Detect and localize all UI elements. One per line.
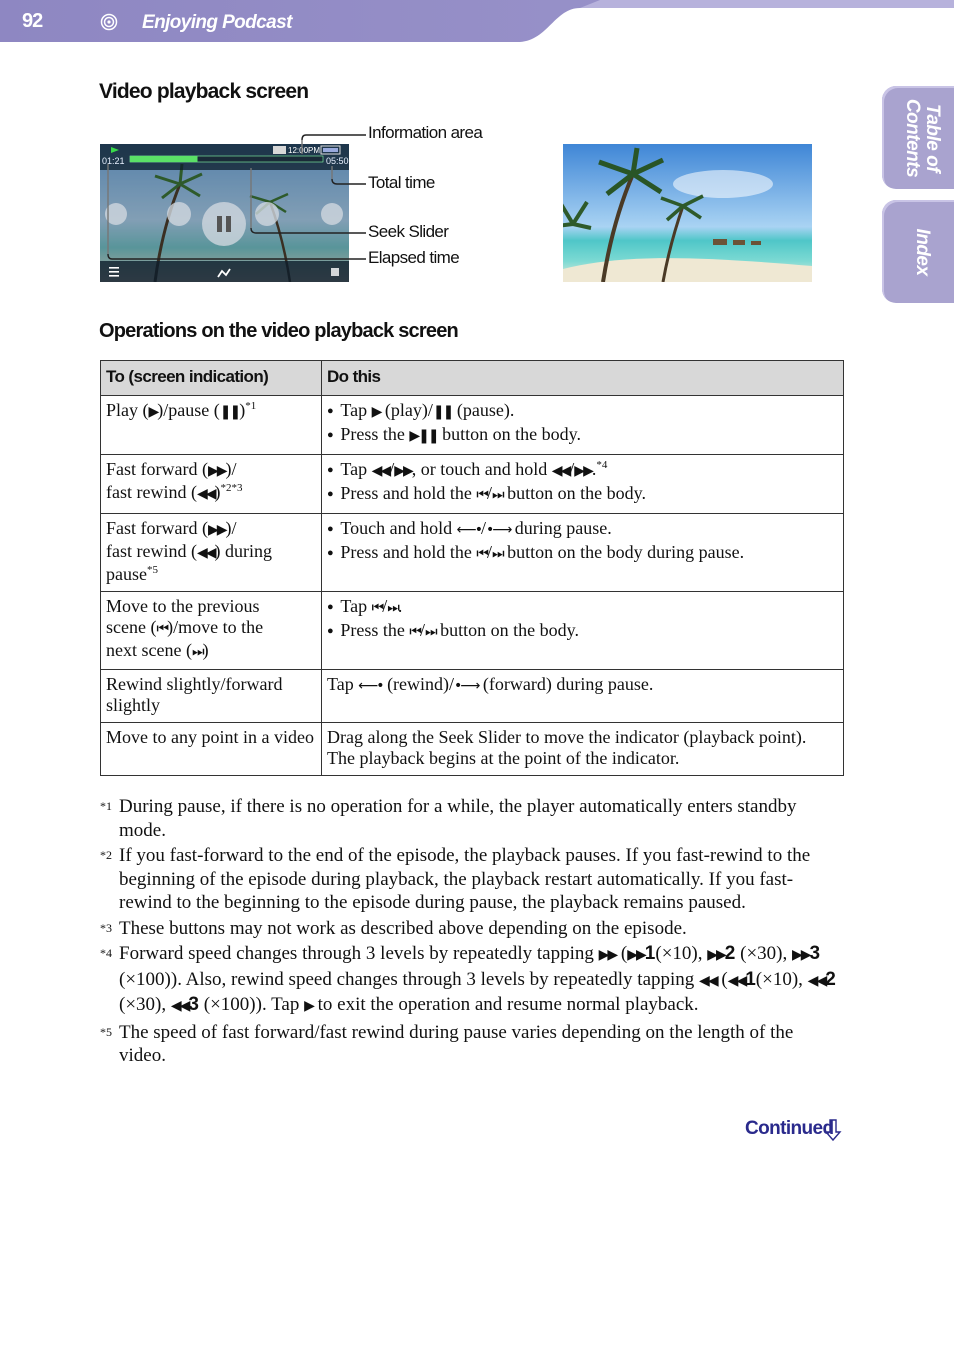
down-arrow-icon[interactable] [824, 1118, 842, 1142]
row-move-to-any-point: Move to any point in a video [101, 723, 322, 776]
table-of-contents-tab[interactable] [882, 86, 954, 189]
previous-button-icon: ⏮ [476, 487, 487, 503]
table-row [101, 592, 844, 670]
row-play-pause: Play (▶)/pause (❚❚)$^{*1}$ [101, 396, 322, 455]
previous-icon: ⏮ [156, 621, 168, 637]
play-icon: ▶ [371, 404, 381, 420]
operations-heading: Operations on the video playback screen [99, 320, 458, 342]
previous-button-icon: ⏮ [476, 546, 487, 562]
video-playback-heading: Video playback screen [99, 80, 309, 103]
callout-seek-slider: Seek Slider [368, 222, 449, 241]
podcast-icon [100, 13, 118, 31]
fast-rewind-icon: ◀◀ [699, 972, 717, 989]
row-play-pause-instructions: ● Tap ▶ (play)/❚❚ (pause). ● Press the ▶❚❚ button on the body. [322, 396, 844, 455]
fast-rewind-icon: ◀◀ [196, 545, 215, 561]
table-row [101, 396, 844, 455]
footnote-2: *2 If you fast-forward to the end of the episode, the playback pauses. If you fast-rewind to the beginning of the episode during playback, the playback restart automatically. If you fast-rewind to the beginning to the episode during pause, the playback remains paused. [100, 845, 811, 913]
table-row [101, 514, 844, 592]
column-header-do-this: Do this [322, 361, 844, 396]
fast-forward-icon: ▶▶ [207, 522, 226, 538]
next-icon: ⏭ [387, 600, 398, 616]
footnote-3: *3 These buttons may not work as described above depending on the episode. [100, 917, 687, 939]
fast-forward-icon: ▶▶ [574, 463, 592, 479]
footnote-5: *5 The speed of fast forward/fast rewind during pause varies depending on the length of the video. [100, 1021, 794, 1066]
svg-text:01:21: 01:21 [102, 156, 125, 166]
column-header-to: To (screen indication) [101, 361, 322, 396]
fast-rewind-icon: ◀◀ [727, 972, 746, 989]
table-row [101, 670, 844, 723]
index-tab[interactable] [882, 200, 954, 303]
next-button-icon: ⏭ [492, 546, 503, 562]
row-fast-forward-rewind-instructions: ● Tap ◀◀/▶▶, or touch and hold ◀◀/▶▶.$^{*4}$ ● Press and hold the ⏮/⏭ button on the body. [322, 455, 844, 514]
callout-total-time: Total time [368, 173, 435, 192]
fast-forward-icon: ▶▶ [207, 463, 226, 479]
pause-icon: ❚❚ [432, 404, 453, 420]
row-previous-next-scene: Move to the previous scene (⏮)/move to the next scene (⏭) [101, 592, 322, 670]
play-icon: ▶ [304, 998, 313, 1014]
fast-rewind-icon: ◀◀ [371, 463, 390, 479]
fast-forward-icon: ▶▶ [598, 947, 617, 963]
callout-lines [100, 130, 370, 270]
index-tab-label: Index [912, 227, 933, 276]
table-header-row [101, 361, 844, 396]
rewind-slightly-icon: ⟵• [358, 678, 383, 694]
fast-forward-icon: ▶▶ [707, 947, 725, 963]
operations-table [100, 360, 844, 776]
fast-forward-icon: ▶▶ [792, 947, 810, 963]
footnote-1: *1 During pause, if there is no operation for a while, the player automatically enters standby mode. [100, 796, 797, 841]
fast-forward-icon: ▶▶ [394, 463, 412, 479]
svg-text:12:00PM: 12:00PM [288, 146, 321, 155]
footnote-4: *4 Forward speed changes through 3 levels by repeatedly tapping ▶▶ (▶▶1(×10), ▶▶2 (×30), ▶▶3 (×100)). Also, rewind speed changes through 3 levels by repeatedly tapping ◀◀ (◀◀1(×10), ◀◀2 (×30), ◀◀3 (×100)). Tap ▶ to exit the operation and resume normal playback. [100, 943, 836, 1015]
callout-elapsed-time: Elapsed time [368, 248, 460, 267]
table-row [101, 723, 844, 776]
continued-link[interactable]: Continued [745, 1118, 834, 1139]
table-row [101, 455, 844, 514]
page-number: 92 [22, 10, 43, 32]
previous-button-icon: ⏮ [409, 624, 421, 640]
pause-icon: ❚❚ [219, 404, 240, 420]
row-move-to-any-point-instructions: Drag along the Seek Slider to move the indicator (playback point). The playback begins at the point of the indicator. [322, 723, 844, 776]
footnotes [100, 795, 840, 1070]
section-title: Enjoying Podcast [142, 12, 292, 33]
fast-forward-icon: ▶▶ [627, 947, 645, 963]
fast-rewind-icon: ◀◀ [807, 972, 826, 989]
row-previous-next-scene-instructions: ● Tap ⏮/⏭. ● Press the ⏮/⏭ button on the body. [322, 592, 844, 670]
fast-rewind-icon: ◀◀ [196, 486, 215, 502]
fast-rewind-icon: ◀◀ [170, 998, 189, 1014]
next-icon: ⏭ [191, 644, 203, 660]
forward-slightly-icon: •⟶ [454, 678, 479, 694]
row-ff-fr-during-pause: Fast forward (▶▶)/ fast rewind (◀◀) during pause$^{*5}$ [101, 514, 322, 592]
play-pause-button-icon: ▶❚❚ [409, 428, 438, 444]
row-fast-forward-rewind: Fast forward (▶▶)/ fast rewind (◀◀)$^{*2*3}$ [101, 455, 322, 514]
rewind-slightly-icon: ⟵• [456, 522, 481, 538]
toc-tab-label: Table of Contents [902, 98, 943, 177]
play-icon: ▶ [148, 404, 158, 420]
beach-photo [563, 144, 812, 282]
callout-information-area: Information area [368, 123, 483, 142]
next-button-icon: ⏭ [492, 487, 503, 503]
row-rewind-forward-slightly: Rewind slightly/forward slightly [101, 670, 322, 723]
next-button-icon: ⏭ [425, 624, 436, 640]
row-rewind-forward-slightly-instructions: Tap ⟵• (rewind)/•⟶ (forward) during pause. [322, 670, 844, 723]
svg-text:05:50: 05:50 [326, 156, 349, 166]
forward-slightly-icon: •⟶ [485, 522, 511, 538]
fast-rewind-icon: ◀◀ [551, 463, 570, 479]
previous-icon: ⏮ [371, 600, 383, 616]
row-ff-fr-during-pause-instructions: ● Touch and hold ⟵•/•⟶ during pause. ● Press and hold the ⏮/⏭ button on the body during pause. [322, 514, 844, 592]
